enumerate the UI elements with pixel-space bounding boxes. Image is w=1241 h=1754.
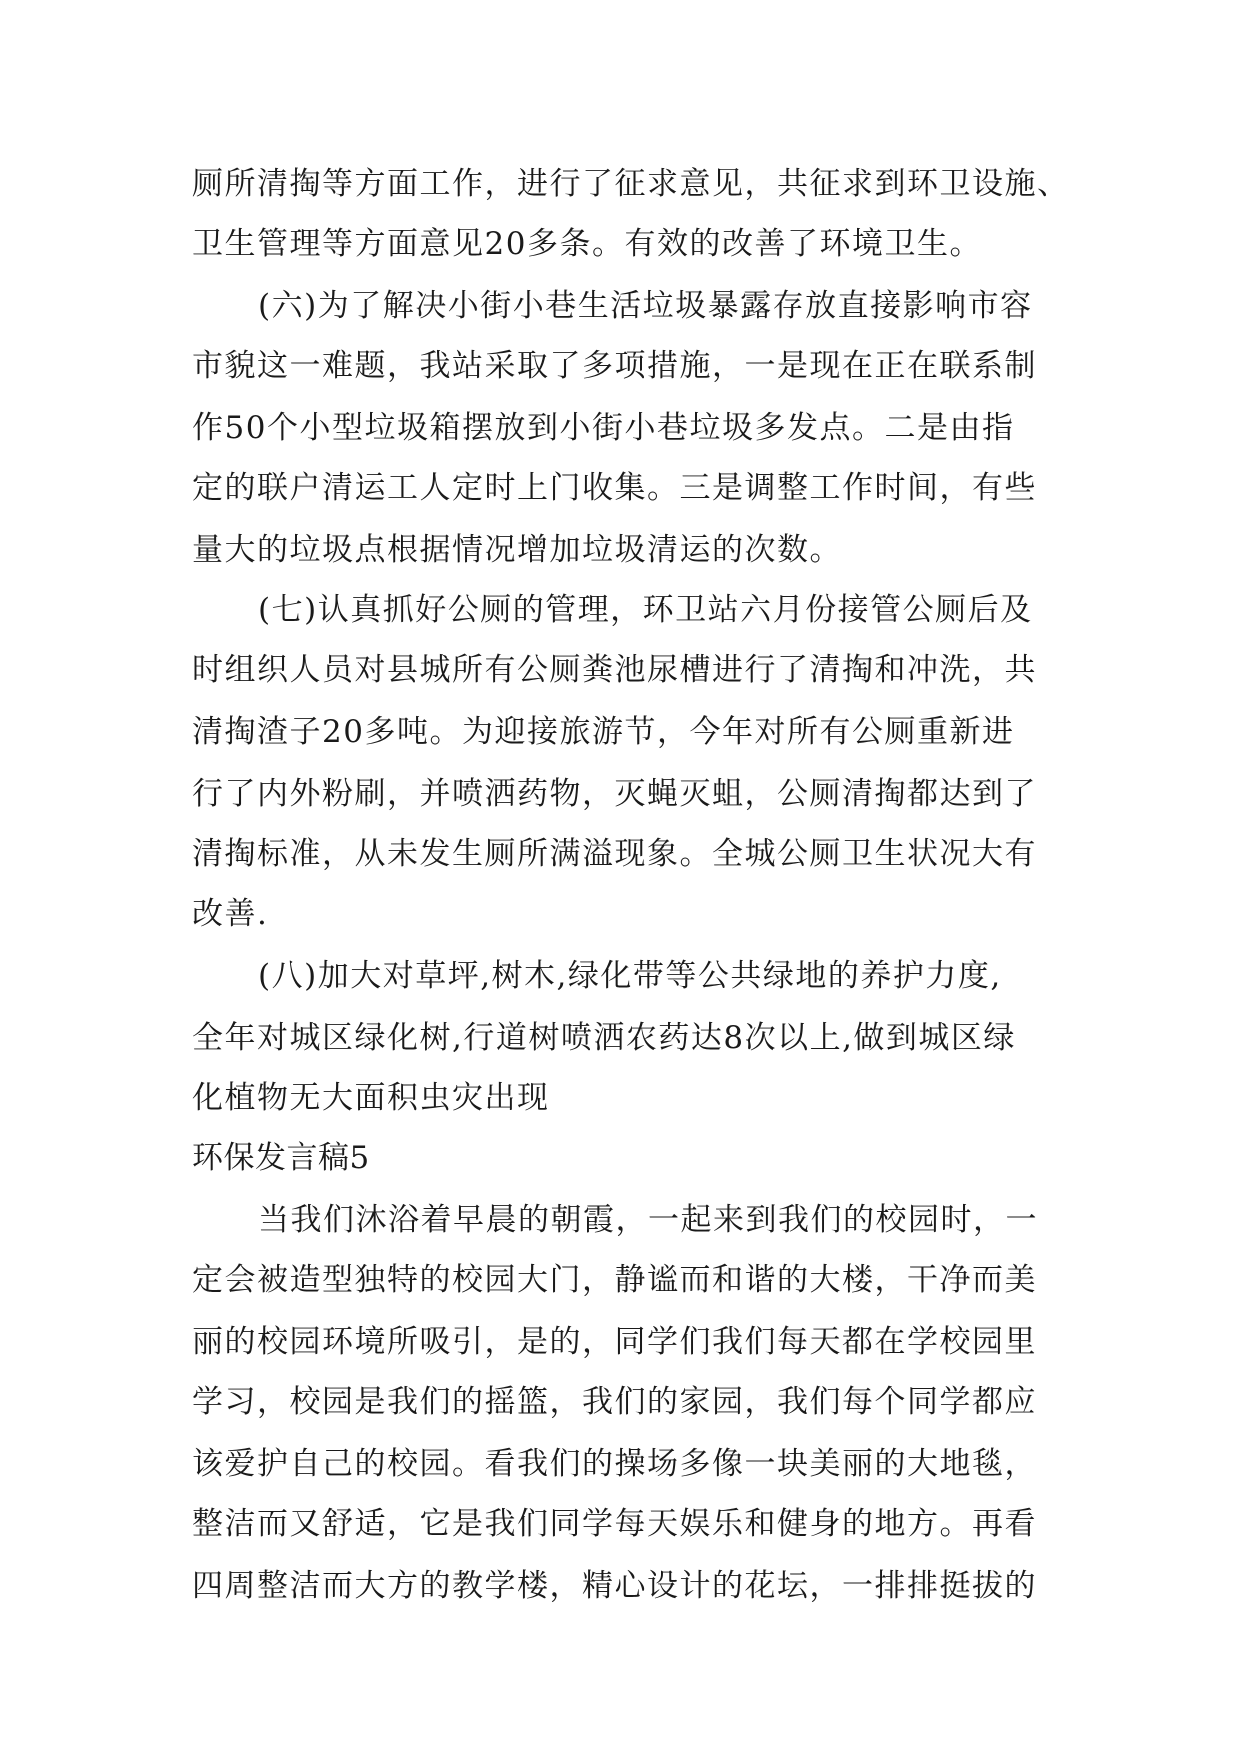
text-line: 卫生管理等方面意见20多条。有效的改善了环境卫生。 bbox=[192, 226, 982, 262]
paragraph-start-line: (七)认真抓好公厕的管理，环卫站六月份接管公厕后及 bbox=[258, 592, 1033, 628]
text-line: 市貌这一难题，我站采取了多项措施，一是现在正在联系制 bbox=[192, 348, 1037, 384]
text-line: 改善. bbox=[192, 896, 269, 932]
text-line: 定的联户清运工人定时上门收集。三是调整工作时间，有些 bbox=[192, 470, 1037, 506]
text-line: 清掏标准，从未发生厕所满溢现象。全城公厕卫生状况大有 bbox=[192, 836, 1037, 872]
text-line: 四周整洁而大方的教学楼，精心设计的花坛，一排排挺拔的 bbox=[192, 1568, 1037, 1604]
paragraph-start-line: (六)为了解决小街小巷生活垃圾暴露存放直接影响市容 bbox=[258, 288, 1033, 324]
text-line: 量大的垃圾点根据情况增加垃圾清运的次数。 bbox=[192, 532, 842, 568]
text-line: 作50个小型垃圾箱摆放到小街小巷垃圾多发点。二是由指 bbox=[192, 410, 1015, 446]
text-line: 定会被造型独特的校园大门，静谧而和谐的大楼，干净而美 bbox=[192, 1262, 1037, 1298]
text-line: 时组织人员对县城所有公厕粪池尿槽进行了清掏和冲洗，共 bbox=[192, 652, 1037, 688]
text-line: 该爱护自己的校园。看我们的操场多像一块美丽的大地毯， bbox=[192, 1446, 1037, 1482]
text-line: 丽的校园环境所吸引，是的，同学们我们每天都在学校园里 bbox=[192, 1324, 1037, 1360]
paragraph-start-line: (八)加大对草坪,树木,绿化带等公共绿地的养护力度, bbox=[258, 958, 1002, 994]
text-line: 整洁而又舒适，它是我们同学每天娱乐和健身的地方。再看 bbox=[192, 1506, 1037, 1542]
section-heading: 环保发言稿5 bbox=[192, 1140, 370, 1176]
text-line: 全年对城区绿化树,行道树喷洒农药达8次以上,做到城区绿 bbox=[192, 1020, 1016, 1056]
text-line: 化植物无大面积虫灾出现 bbox=[192, 1080, 550, 1116]
text-line: 清掏渣子20多吨。为迎接旅游节，今年对所有公厕重新进 bbox=[192, 714, 1015, 750]
text-line: 学习，校园是我们的摇篮，我们的家园，我们每个同学都应 bbox=[192, 1384, 1037, 1420]
text-line: 厕所清掏等方面工作，进行了征求意见，共征求到环卫设施、 bbox=[192, 166, 1070, 202]
paragraph-start-line: 当我们沐浴着早晨的朝霞，一起来到我们的校园时，一 bbox=[258, 1202, 1038, 1238]
text-line: 行了内外粉刷，并喷洒药物，灭蝇灭蛆，公厕清掏都达到了 bbox=[192, 776, 1037, 812]
